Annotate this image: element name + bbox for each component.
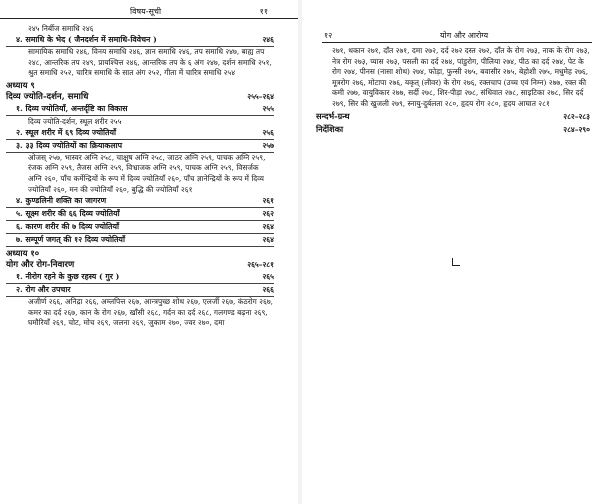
toc-entry-text: दिव्य ज्योति-दर्शन, स्थूल शरीर २५५ [28,116,122,126]
toc-entry-text: २४५ निर्बीज समाधि २४६ [28,24,94,33]
toc-entry-page: २६१ [262,196,274,206]
toc-entry-text: ७. सम्पूर्ण जगत् की १२ दिव्य ज्योतियाँ [16,235,125,245]
toc-entry-text: २७१, थकान २७१, दाँत २७१, दमा २७२, दर्द २७२ दस्त २७२, दाँत के रोग २७३, नाक के रोग २७३, नेत्र रोग २७३, प्यास २७३, पसली का दर्द २७४, पांडुरोग, पीलिया २७४, पीठ का दर्द २७४, पेट के रोग २७४, पीनस (नासा शोथ) २७४, फोड़ा, फुन्सी २७५, बवासीर २७५, बेहोशी २७५, मधुमेह २७६, मूत्ररोग २७६, मोटापा २७६, यकृत् (लीवर) के रोग २७६, रक्तचाप (उच्च एवं निम्न) २७७, रक्त की कमी २७७, वायुविकार २७७, सर्दी २७८, शिर-पीड़ा २७८, संधिवात २७८, साइटिका २७८, सिर दर्द २७९, सिर की खुजली २७९, स्नायु-दुर्बलता २८०, हृदय रोग २८०, हृदय आघात २८१ [332,46,590,108]
toc-entry-page: २८२–२८३ [563,111,590,121]
page-number: ११ [259,7,268,16]
toc-entry [6,195,274,208]
toc-entry [6,234,274,247]
left-page [0,0,298,504]
toc-entry-text: ओजस् २५७, भास्वर अग्नि २५८, चाक्षुष अग्नि २५८, जाठर अग्नि २५९, पाचक अग्नि २५९, रंजक अग्नि २५९, तैजस अग्नि २५९, विभ्राजक अग्नि २५९, पाचक अग्नि २५९, विसर्जक अग्नि २६०, पाँच कर्मेन्द्रियों के रूप में दिव्य ज्योतियाँ २६०, पाँच ज्ञानेन्द्रियों के रूप में दिव्य ज्योतियाँ २६०, मन की ज्योतियाँ २६०, बुद्धि की ज्योतियाँ २६१ [28,152,266,194]
toc-entry-text: १. नीरोग रहने के कुछ रहस्य ( गुर ) [16,272,120,282]
toc-entry-page: २६५ [262,272,274,282]
toc-entry-page: २५५ [262,103,274,113]
toc-entry-page: २५६ [262,127,274,137]
running-title: विषय-सूची [130,7,162,16]
toc-entry-page: २६४ [262,222,274,232]
toc-entry [6,247,274,259]
running-header [0,6,298,19]
toc-entry-page: २४६ [262,35,274,44]
toc-entry-text: अजीर्ण २६६, अनिद्रा २६६, अम्लपित्त २६७, आन्त्रपुच्छ शोथ २६७, एलर्जी २६७, कंठरोग २६७, कमर का दर्द २६७, कान के रोग २६७, खाँसी २६८, गर्दन का दर्द २६८, गलगण्ड बढ़ना २६९, घमौरियाँ २६९, चोट, मोच २६९, जलना २६९, जुकाम २७०, ज्वर २७०, दमा [28,297,274,328]
toc-entry-text: ६. कारण शरीर की ७ दिव्य ज्योतियाँ [16,222,120,232]
toc-entry [6,140,274,153]
toc-entry [6,103,274,116]
running-header [322,30,592,43]
toc-entry-text: सन्दर्भ-ग्रन्थ [316,110,350,121]
toc-entry [312,46,590,110]
toc-entry-page: २५५–२६४ [247,91,274,101]
table-of-contents [312,46,590,136]
right-page [302,0,600,504]
toc-entry-text: ४. कुण्डलिनी शक्ति का जागरण [16,196,107,206]
toc-entry-page: २६६ [262,285,274,295]
toc-entry-page: २६२ [262,209,274,219]
toc-entry [6,208,274,221]
toc-entry [6,297,274,329]
toc-entry [6,259,274,271]
toc-entry [312,110,590,123]
toc-entry-text: २. स्थूल शरीर में ६९ दिव्य ज्योतियाँ [16,127,117,137]
toc-entry-page: २६५–२८१ [247,260,274,270]
toc-entry-page: २८४–२९० [563,124,590,134]
toc-entry-text: १. दिव्य ज्योतियाँ, अन्तर्दृष्टि का विकास [16,103,128,113]
toc-entry [6,153,274,195]
toc-entry-text: सामायिक समाधि २४६, विनय समाधि २४६, ज्ञान समाधि २४६, तप समाधि २४७, बाह्य तप २४८, आन्तरिक तप २४९, प्रायश्चित्त २४६, आन्तरिक तप के ६ अंग २४७, दर्शन समाधि २५१, श्रुत समाधि २५२, चारित्र समाधि के सात अंग २५२, गीता में चारित्र समाधि २५४ [28,47,272,78]
toc-entry-page: २६४ [262,235,274,245]
toc-entry [6,127,274,140]
toc-entry [6,47,274,79]
toc-entry-text: योग और रोग-निवारण [6,260,75,271]
toc-entry-text: ५. सूक्ष्म शरीर की ६६ दिव्य ज्योतियाँ [16,209,120,219]
toc-entry [312,123,590,136]
toc-entry-text: दिव्य ज्योति-दर्शन, समाधि [6,91,89,102]
toc-entry [6,284,274,297]
table-of-contents [6,23,274,329]
toc-entry-text: ३. ३३ दिव्य ज्योतियों का क्रियाकलाप [16,140,123,150]
toc-entry [6,34,274,47]
toc-entry [6,116,274,127]
toc-entry [6,91,274,103]
toc-entry [6,79,274,91]
toc-entry-text: निर्देशिका [316,123,344,134]
running-title: योग और आरोग्य [440,31,489,40]
toc-entry [6,221,274,234]
toc-entry [6,271,274,284]
toc-entry [6,23,274,34]
end-mark [452,258,460,266]
toc-entry-page: २५७ [262,140,274,150]
toc-entry-text: ४. समाधि के भेद ( जैनदर्शन में समाधि-विवेचन ) [16,35,157,44]
toc-entry-text: अध्याय १० [6,248,40,259]
page-number: १२ [324,31,333,40]
toc-entry-text: अध्याय ९ [6,79,35,90]
toc-entry-text: २. रोग और उपचार [16,285,71,295]
